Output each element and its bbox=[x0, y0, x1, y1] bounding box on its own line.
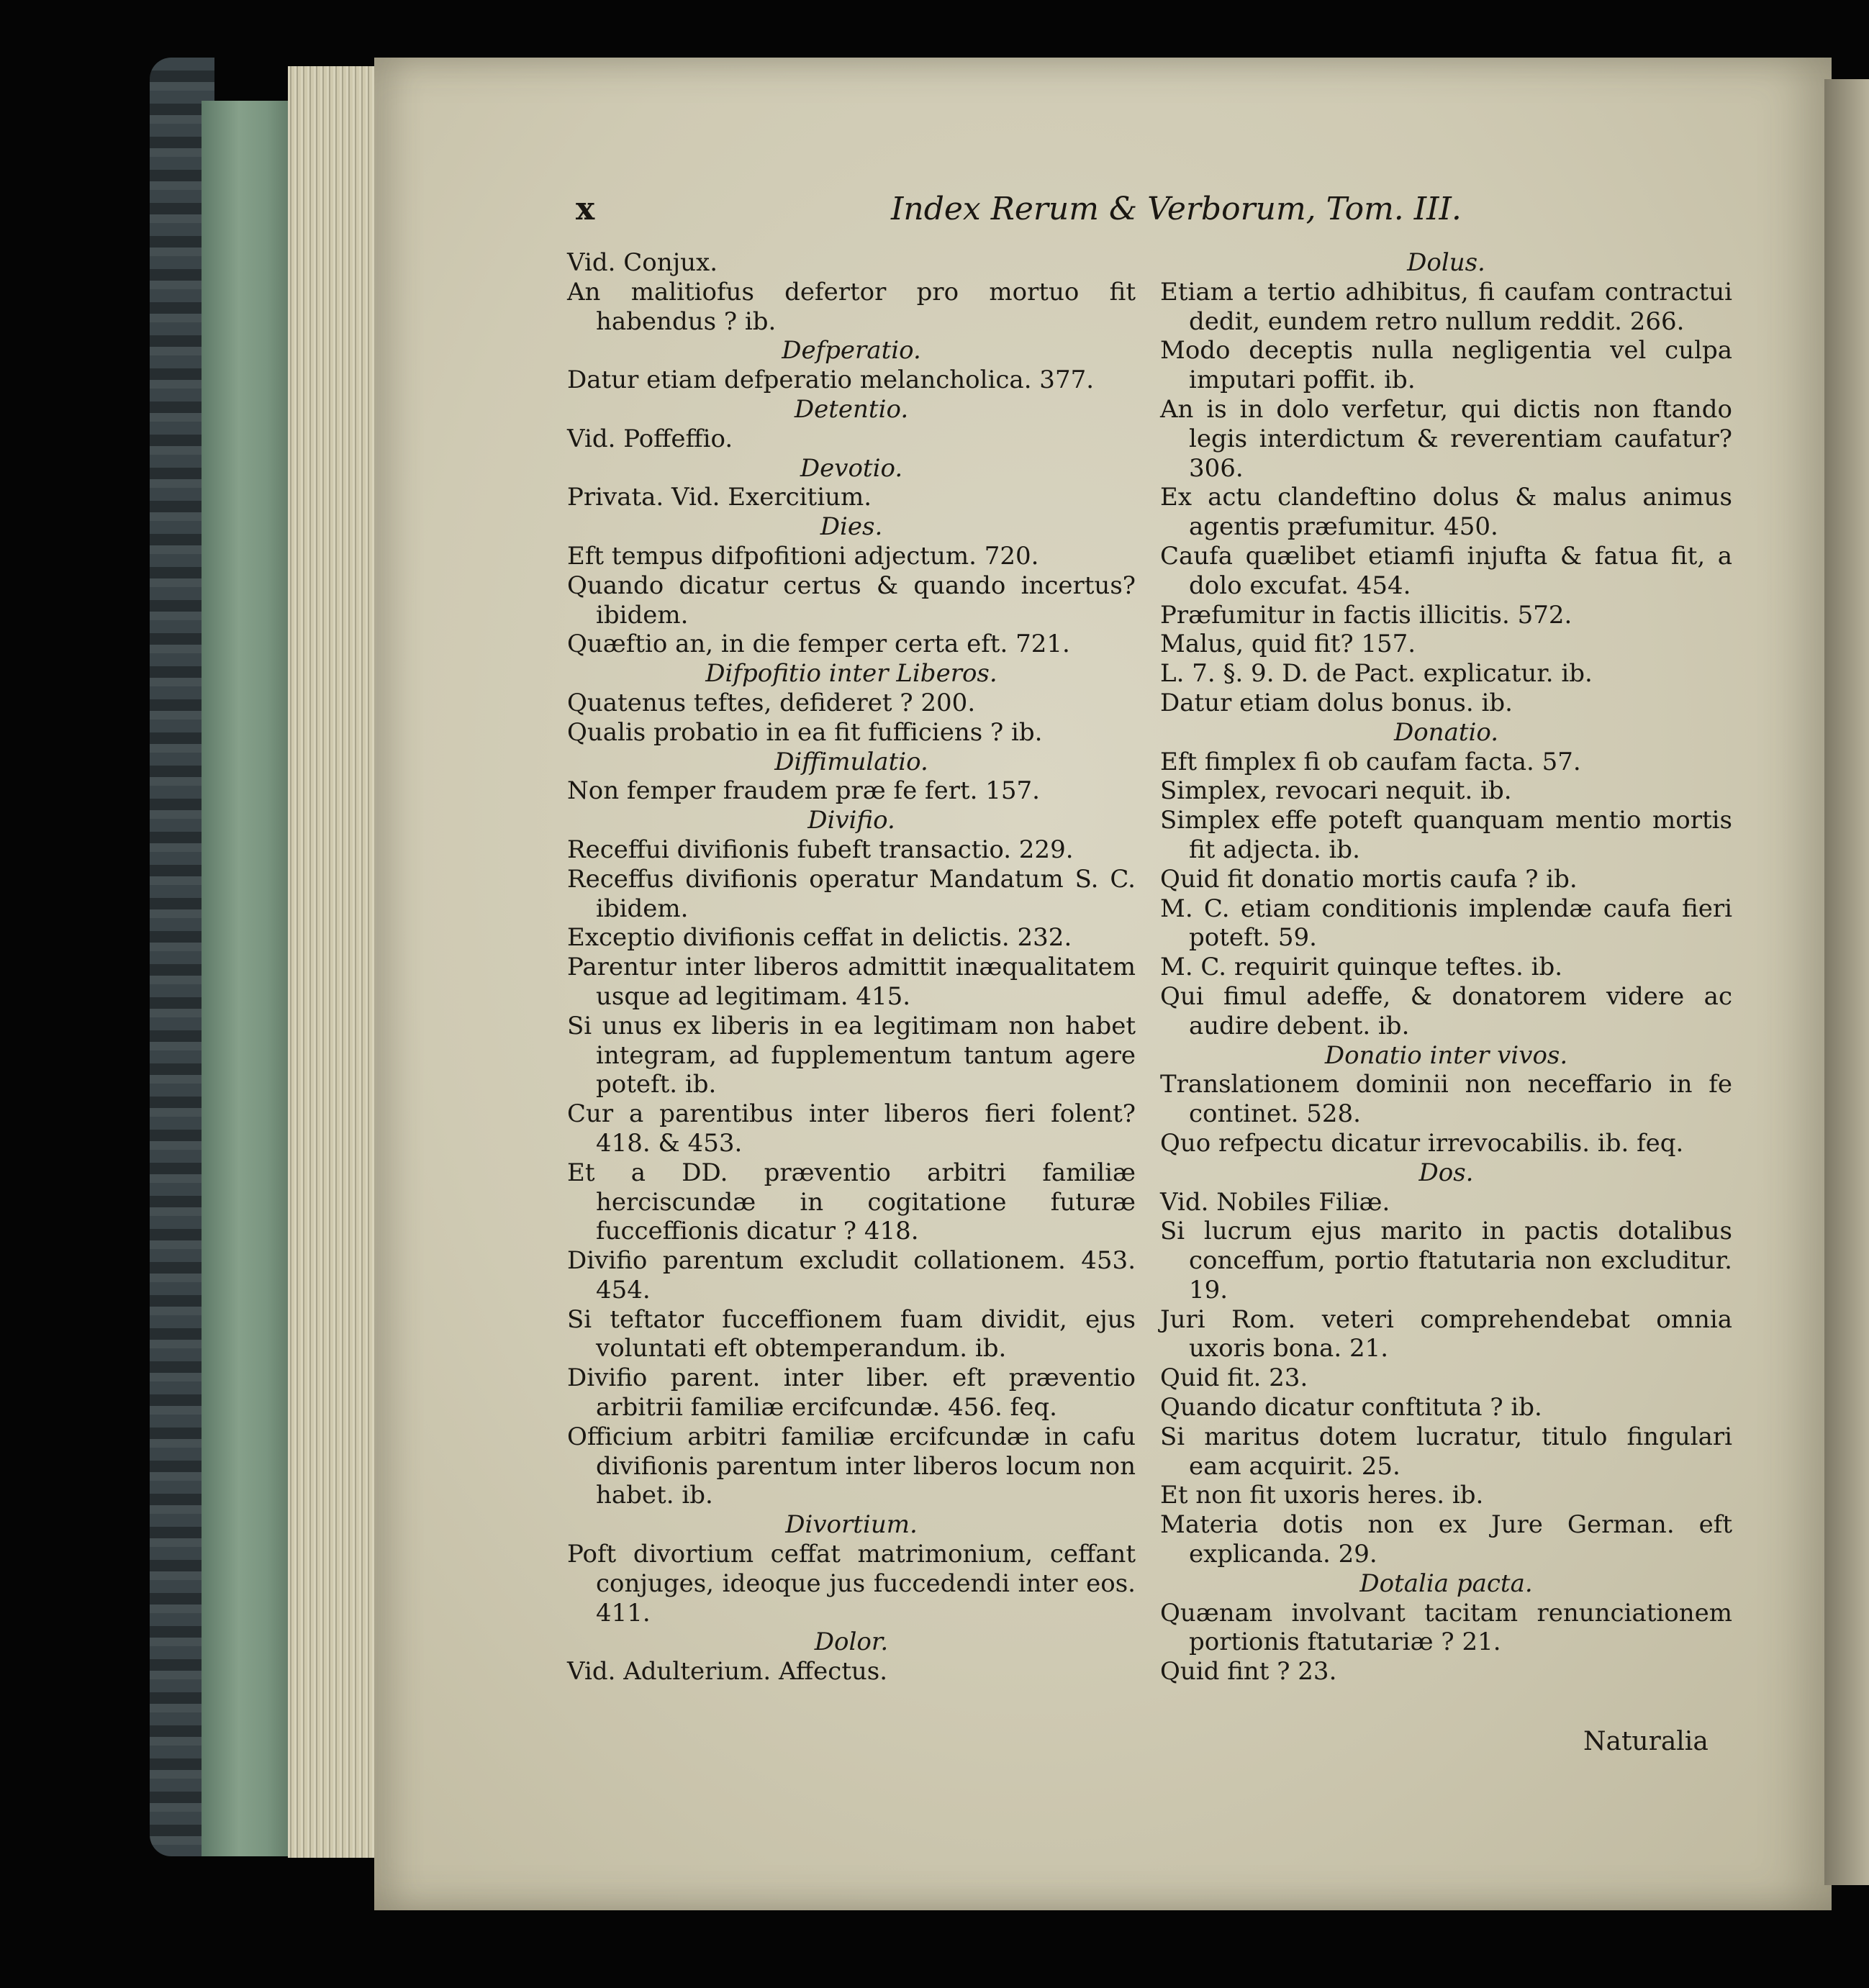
facing-page-edge bbox=[1824, 79, 1869, 1885]
index-entry: Privata. Vid. Exercitium. bbox=[567, 483, 872, 512]
index-entry: Datur etiam dolus bonus. ib. bbox=[1160, 688, 1513, 717]
index-entry: Vid. Nobiles Filiæ. bbox=[1160, 1187, 1390, 1217]
index-heading: Donatio inter vivos. bbox=[1324, 1040, 1568, 1070]
index-entry: Qui fimul adeffe, & donatorem videre ac audire debent. ib. bbox=[1160, 981, 1732, 1040]
index-entry: An is in dolo verfetur, qui dictis non ftando legis interdictum & reverentiam caufatur? 306. bbox=[1160, 394, 1732, 483]
index-entry: Officium arbitri familiæ ercifcundæ in cafu divifionis parentum inter liberos locum non habet. ib. bbox=[567, 1422, 1136, 1510]
index-entry: Eft tempus difpofitioni adjectum. 720. bbox=[567, 541, 1039, 571]
index-entry: Eft fimplex fi ob caufam facta. 57. bbox=[1160, 747, 1581, 776]
index-entry: Modo deceptis nulla negligentia vel culpa imputari poffit. ib. bbox=[1160, 336, 1732, 395]
index-entry: Quo refpectu dicatur irrevocabilis. ib. feq. bbox=[1160, 1128, 1684, 1158]
index-entry: Juri Rom. veteri comprehendebat omnia uxoris bona. 21. bbox=[1160, 1304, 1732, 1363]
page-stack bbox=[288, 66, 381, 1858]
index-heading: Defperatio. bbox=[782, 336, 921, 366]
index-entry: Non femper fraudem præ fe fert. 157. bbox=[567, 776, 1040, 806]
index-entry: Cur a parentibus inter liberos fieri folent? 418. & 453. bbox=[567, 1099, 1136, 1158]
index-entry: Et a DD. præventio arbitri familiæ herciscundæ in cogitatione futuræ fucceffionis dicatur ? 418. bbox=[567, 1158, 1136, 1246]
index-heading: Devotio. bbox=[800, 453, 903, 483]
index-entry: Poft divortium ceffat matrimonium, ceffant conjuges, ideoque jus fuccedendi inter eos. 411. bbox=[567, 1540, 1136, 1628]
index-entry: Vid. Poffeffio. bbox=[567, 424, 733, 453]
index-entry: Si lucrum ejus marito in pactis dotalibus conceffum, portio ftatutaria non excluditur. 19. bbox=[1160, 1217, 1732, 1304]
index-entry: M. C. requirit quinque teftes. ib. bbox=[1160, 953, 1563, 982]
index-entry: Datur etiam defperatio melancholica. 377. bbox=[567, 366, 1095, 395]
index-heading: Dolor. bbox=[814, 1628, 889, 1657]
page-edge-green bbox=[202, 101, 295, 1856]
index-entry: Caufa quælibet etiamfi injufta & fatua fit, a dolo excufat. 454. bbox=[1160, 541, 1732, 600]
index-heading: Dos. bbox=[1418, 1158, 1474, 1187]
index-heading: Diffimulatio. bbox=[774, 747, 928, 776]
index-entry: Si maritus dotem lucratur, titulo fingulari eam acquirit. 25. bbox=[1160, 1422, 1732, 1481]
index-entry: Exceptio divifionis ceffat in delictis. 232. bbox=[567, 923, 1072, 953]
index-entry: Præfumitur in factis illicitis. 572. bbox=[1160, 600, 1572, 630]
index-heading: Difpofitio inter Liberos. bbox=[705, 659, 997, 689]
catchword: Naturalia bbox=[1583, 1727, 1709, 1756]
index-entry: Quatenus teftes, defideret ? 200. bbox=[567, 688, 976, 717]
index-entry: An malitiofus defertor pro mortuo fit habendus ? ib. bbox=[567, 277, 1136, 336]
index-entry: L. 7. §. 9. D. de Pact. explicatur. ib. bbox=[1160, 659, 1593, 689]
index-entry: Materia dotis non ex Jure German. eft explicanda. 29. bbox=[1160, 1510, 1732, 1569]
index-heading: Divifio. bbox=[807, 806, 895, 835]
index-entry: Simplex, revocari nequit. ib. bbox=[1160, 776, 1512, 806]
index-entry: Quando dicatur certus & quando incertus? ibidem. bbox=[567, 571, 1136, 630]
index-entry: Quando dicatur conftituta ? ib. bbox=[1160, 1393, 1542, 1422]
index-heading: Detentio. bbox=[794, 394, 909, 424]
index-entry: Et non fit uxoris heres. ib. bbox=[1160, 1481, 1484, 1510]
index-entry: Qualis probatio in ea fit fufficiens ? ib. bbox=[567, 717, 1043, 747]
index-heading: Dolus. bbox=[1407, 248, 1485, 277]
index-entry: Quid fit. 23. bbox=[1160, 1363, 1308, 1393]
index-entry: Ex actu clandeftino dolus & malus animus agentis præfumitur. 450. bbox=[1160, 483, 1732, 542]
right-index-column bbox=[1160, 248, 1732, 1687]
index-entry: Quænam involvant tacitam renunciationem portionis ftatutariæ ? 21. bbox=[1160, 1598, 1732, 1657]
index-entry: Si unus ex liberis in ea legitimam non habet integram, ad fupplementum tantum agere poteft. ib. bbox=[567, 1011, 1136, 1099]
index-heading: Divortium. bbox=[785, 1510, 918, 1540]
index-entry: Malus, quid fit? 157. bbox=[1160, 630, 1416, 659]
index-entry: Vid. Adulterium. Affectus. bbox=[567, 1657, 888, 1687]
index-heading: Donatio. bbox=[1393, 717, 1499, 747]
running-header bbox=[576, 191, 1727, 234]
index-entry: Receffui divifionis fubeft transactio. 229. bbox=[567, 835, 1074, 864]
index-entry: Simplex effe poteft quanquam mentio mortis fit adjecta. ib. bbox=[1160, 806, 1732, 864]
index-entry: Divifio parent. inter liber. eft præventio arbitrii familiæ ercifcundæ. 456. feq. bbox=[567, 1363, 1136, 1422]
index-entry: Vid. Conjux. bbox=[567, 248, 718, 277]
index-heading: Dies. bbox=[820, 512, 883, 542]
index-entry: Parentur inter liberos admittit inæqualitatem usque ad legitimam. 415. bbox=[567, 953, 1136, 1011]
index-entry: Quid fit donatio mortis caufa ? ib. bbox=[1160, 864, 1578, 894]
index-entry: Si teftator fucceffionem fuam dividit, ejus voluntati eft obtemperandum. ib. bbox=[567, 1304, 1136, 1363]
index-heading: Dotalia pacta. bbox=[1359, 1569, 1533, 1598]
running-title: Index Rerum & Verborum, Tom. III. bbox=[891, 191, 1462, 227]
index-entry: Translationem dominii non neceffario in fe continet. 528. bbox=[1160, 1070, 1732, 1129]
page-number: x bbox=[576, 191, 595, 227]
index-entry: Receffus divifionis operatur Mandatum S. C. ibidem. bbox=[567, 864, 1136, 923]
index-entry: Divifio parentum excludit collationem. 453. 454. bbox=[567, 1246, 1136, 1304]
index-entry: Quæftio an, in die femper certa eft. 721. bbox=[567, 630, 1070, 659]
left-index-column bbox=[567, 248, 1136, 1687]
index-entry: M. C. etiam conditionis implendæ caufa fieri poteft. 59. bbox=[1160, 894, 1732, 953]
index-entry: Quid fint ? 23. bbox=[1160, 1657, 1337, 1687]
index-entry: Etiam a tertio adhibitus, fi caufam contractui dedit, eundem retro nullum reddit. 266. bbox=[1160, 277, 1732, 336]
